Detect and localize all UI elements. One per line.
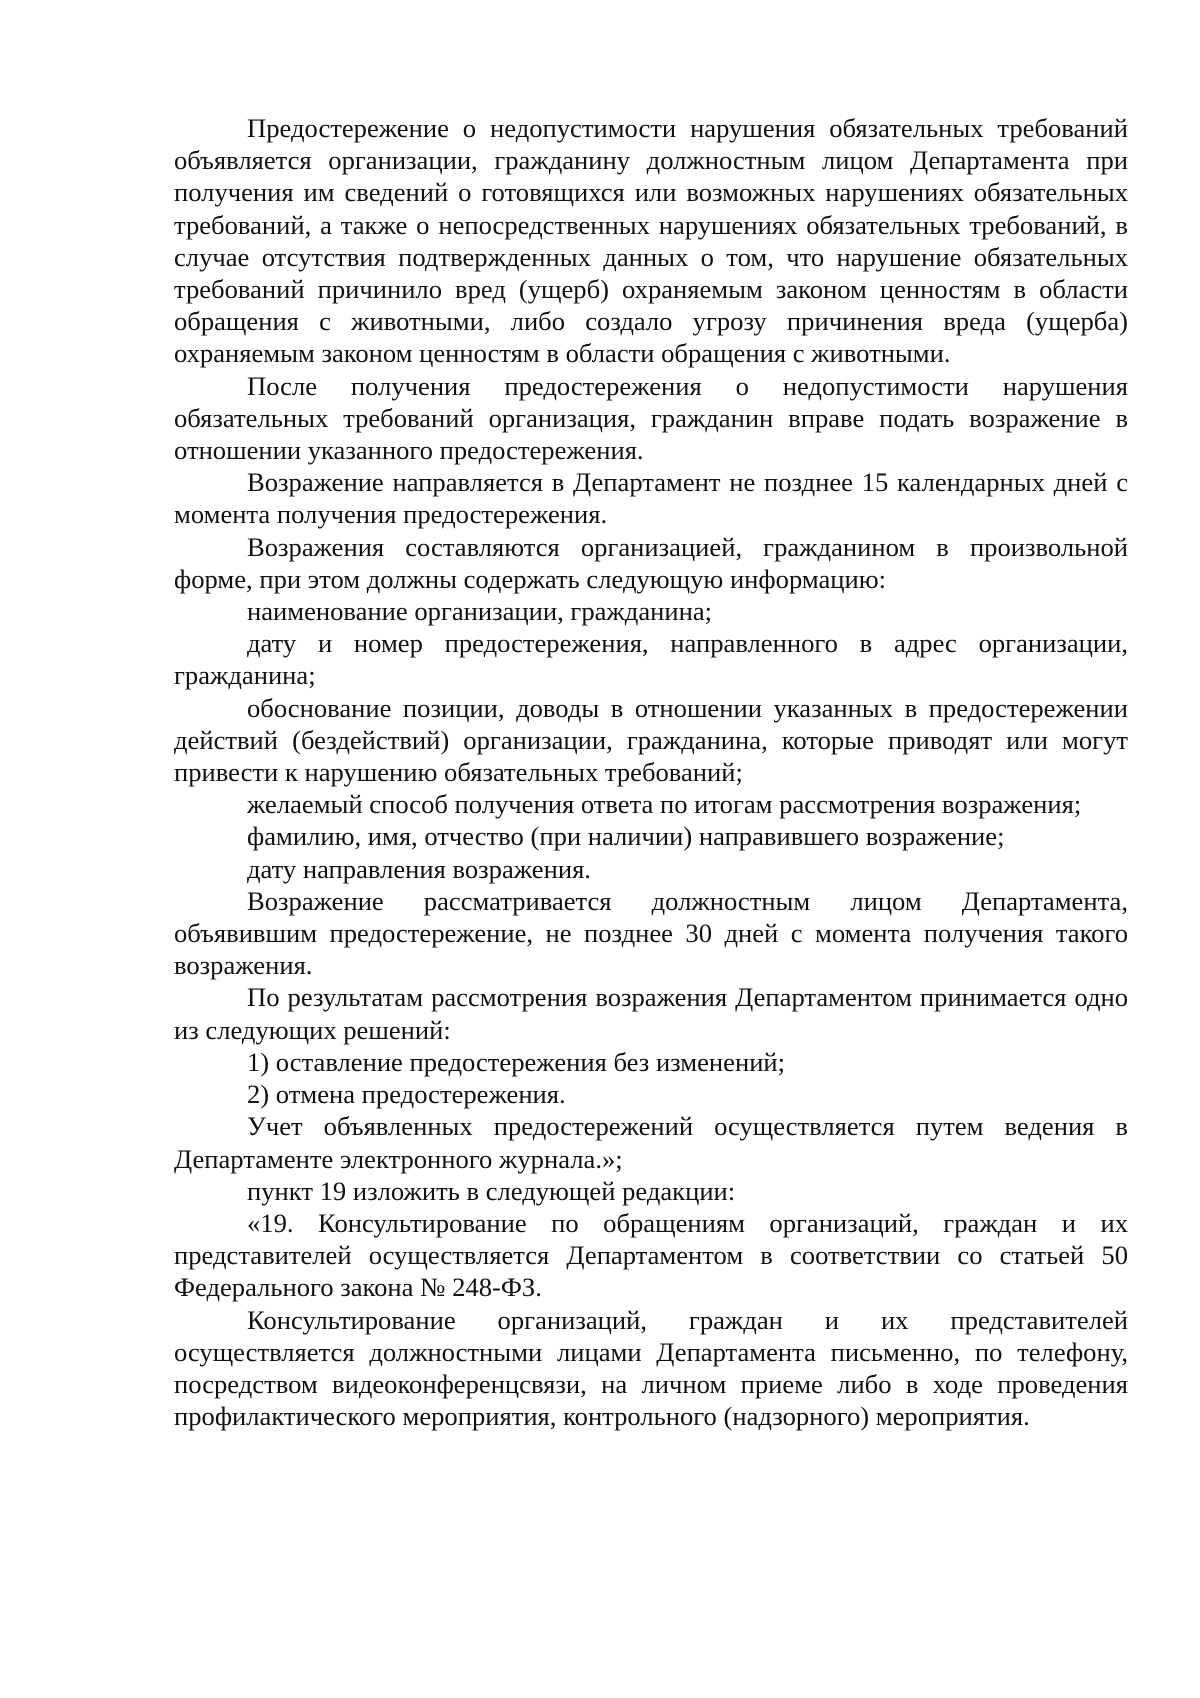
list-item-objection-date: дату направления возражения. (247, 853, 591, 884)
list-item-organization-name: наименование организации, гражданина; (247, 596, 713, 627)
list-item-sender-name: фамилию, имя, отчество (при наличии) направившего возражение; (247, 821, 1005, 852)
paragraph-warning-registry: Учет объявленных предостережений осуществляется путем ведения в Департаменте электронного журнала.»; (174, 1111, 1128, 1174)
paragraph-objection-deadline: Возражение направляется в Департамент не позднее 15 календарных дней с момента получения предостережения. (174, 467, 1128, 530)
paragraph-review-decisions: По результатам рассмотрения возражения Департаментом принимается одно из следующих решений: (174, 982, 1128, 1045)
list-item-response-method: желаемый способ получения ответа по итогам рассмотрения возражения; (247, 789, 1082, 820)
document-body (174, 112, 1128, 1432)
paragraph-objection-review: Возражение рассматривается должностным лицом Департамента, объявившим предостережение, не позднее 30 дней с момента получения такого возражения. (174, 885, 1128, 981)
paragraph-item-19-consulting: «19. Консультирование по обращениям организаций, граждан и их представителей осуществляется Департаментом в соответствии со статьей 50 Федерального закона № 248-ФЗ. (174, 1207, 1128, 1303)
list-item-decision-keep: 1) оставление предостережения без изменений; (247, 1046, 786, 1077)
list-item-warning-date-number: дату и номер предостережения, направленного в адрес организации, гражданина; (174, 628, 1128, 691)
list-item-decision-cancel: 2) отмена предостережения. (247, 1079, 566, 1110)
paragraph-item-19-amendment: пункт 19 изложить в следующей редакции: (247, 1175, 736, 1206)
paragraph-objection-right: После получения предостережения о недопустимости нарушения обязательных требований организация, гражданин вправе подать возражение в отношении указанного предостережения. (174, 370, 1128, 466)
paragraph-warning-issuance: Предостережение о недопустимости нарушения обязательных требований объявляется организации, гражданину должностным лицом Департамента при получения им сведений о готовящихся или возможных нарушениях обязательных требований, а также о непосредственных нарушениях обязательных требований, в случае отсутствия подтвержденных данных о том, что нарушение обязательных требований причинило вред (ущерб) охраняемым законом ценностям в области обращения с животными, либо создало угрозу причинения вреда (ущерба) охраняемым законом ценностям в области обращения с животными. (174, 113, 1128, 369)
paragraph-consulting-methods: Консультирование организаций, граждан и их представителей осуществляется должностными лицами Департамента письменно, по телефону, посредством видеоконференцсвязи, на личном приеме либо в ходе проведения профилактического мероприятия, контрольного (надзорного) мероприятия. (174, 1304, 1128, 1432)
list-item-position-justification: обоснование позиции, доводы в отношении указанных в предостережении действий (бездействий) организации, гражданина, которые приводят или могут привести к нарушению обязательных требований; (174, 692, 1128, 788)
paragraph-objection-form: Возражения составляются организацией, гражданином в произвольной форме, при этом должны содержать следующую информацию: (174, 531, 1128, 594)
